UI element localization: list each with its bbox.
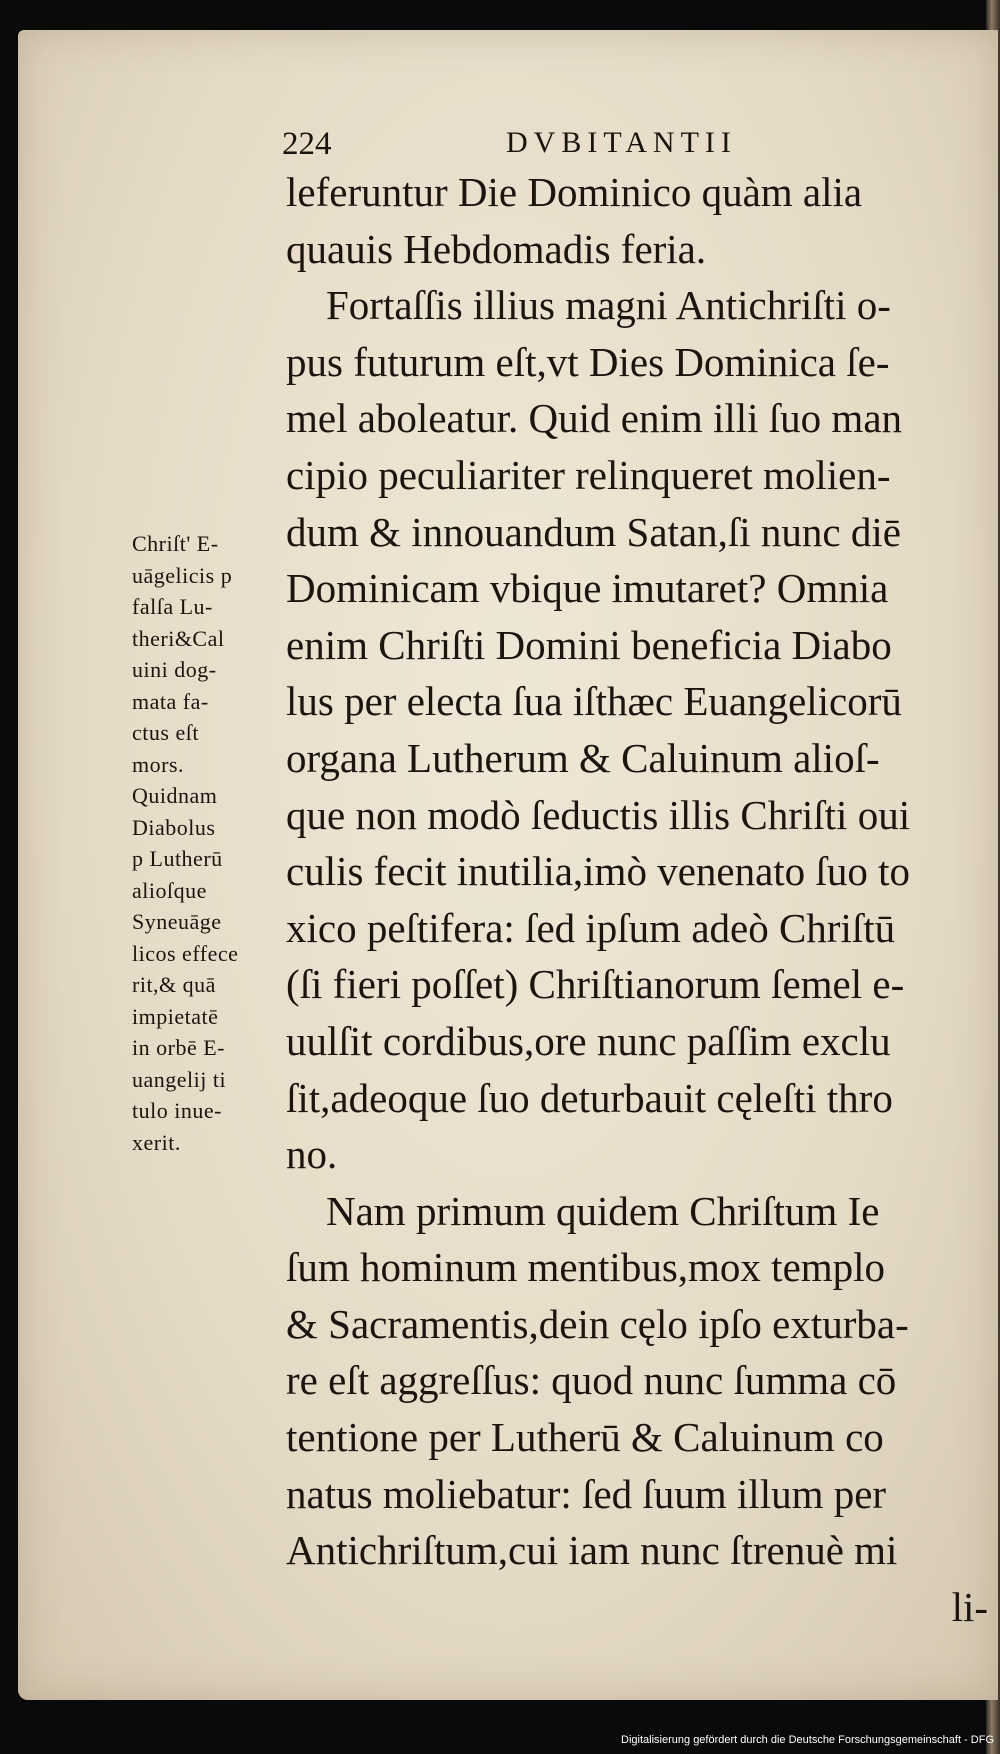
body-line: & Sacramentis,dein cęlo ipſo exturba- — [286, 1300, 909, 1347]
marginal-note-line: mors. — [132, 751, 184, 777]
body-line: ſit,adeoque ſuo deturbauit cęleſti thro — [286, 1074, 893, 1121]
marginal-note-line: rit,& quā — [132, 972, 216, 997]
page-number: 224 — [282, 126, 332, 162]
body-line: natus moliebatur: ſed ſuum illum per — [286, 1470, 887, 1517]
digitization-credit: Digitalisierung gefördert durch die Deutsche Forschungsgemeinschaft - DFG — [621, 1734, 994, 1746]
marginal-note-line: ctus eſt — [132, 720, 199, 745]
marginal-note — [132, 528, 287, 1158]
marginal-note-line: Syneuāge — [132, 909, 222, 934]
body-line: Dominicam vbique imutaret? Omnia — [286, 565, 889, 612]
body-line: Antichriſtum,cui iam nunc ſtrenuè mi — [286, 1527, 898, 1574]
marginal-note-line: xerit. — [132, 1129, 181, 1155]
body-line: uulſit cordibus,ore nunc paſſim exclu — [286, 1017, 891, 1064]
body-line: xico peſtifera: ſed ipſum adeò Chriſtū — [286, 904, 896, 951]
body-line: re eſt aggreſſus: quod nunc ſumma cō — [286, 1357, 897, 1404]
marginal-note-line: impietatē — [132, 1003, 219, 1029]
marginal-note-line: Quidnam — [132, 783, 218, 808]
body-line: Fortaſſis illius magni Antichriſti o- — [326, 282, 891, 329]
marginal-note-line: uini dog- — [132, 657, 217, 682]
marginal-note-line: theri&Cal — [132, 625, 225, 651]
marginal-note-line: uāgelicis p — [132, 562, 233, 588]
body-line: Nam primum quidem Chriſtum Ie — [326, 1187, 880, 1234]
body-line: leferuntur Die Dominico quàm alia — [286, 169, 863, 215]
marginal-note-line: p Lutherū — [132, 846, 223, 871]
body-line: quauis Hebdomadis feria. — [286, 225, 707, 272]
body-line: lus per electa ſua iſthæc Euangelicorū — [286, 678, 902, 725]
marginal-note-line: tulo inue- — [132, 1098, 222, 1123]
marginal-note-line: falſa Lu- — [132, 594, 213, 619]
body-line: mel aboleatur. Quid enim illi ſuo man — [286, 395, 903, 442]
body-line: enim Chriſti Domini beneficia Diabo — [286, 621, 892, 668]
body-line: ſum hominum mentibus,mox templo — [286, 1244, 886, 1291]
marginal-note-line: in orbē E- — [132, 1035, 225, 1060]
marginal-note-line: uangelij ti — [132, 1066, 227, 1092]
body-line: que non modò ſeductis illis Chriſti oui — [286, 791, 911, 838]
page-header — [282, 126, 982, 166]
marginal-note-line: mata fa- — [132, 688, 209, 714]
body-line: no. — [286, 1131, 338, 1178]
marginal-note-line: Diabolus — [132, 814, 216, 840]
marginal-note-line: alioſque — [132, 877, 207, 903]
marginal-note-line: Chriſt' E- — [132, 531, 219, 556]
body-line: dum & innouandum Satan,ſi nunc diē — [286, 508, 901, 555]
running-head: DVBITANTII — [506, 126, 737, 159]
marginal-note-line: licos effece — [132, 940, 239, 966]
body-line: cipio peculiariter relinqueret molien- — [286, 451, 891, 498]
body-line: culis fecit inutilia,imò venenato ſuo to — [286, 848, 910, 895]
body-line: tentione per Lutherū & Caluinum co — [286, 1414, 884, 1461]
body-text — [286, 164, 998, 1635]
body-line: pus futurum eſt,vt Dies Dominica ſe- — [286, 338, 890, 385]
body-line: (ſi fieri poſſet) Chriſtianorum ſemel e- — [286, 961, 905, 1008]
body-line: organa Lutherum & Caluinum alioſ- — [286, 734, 880, 781]
catchword: li- — [951, 1583, 988, 1630]
